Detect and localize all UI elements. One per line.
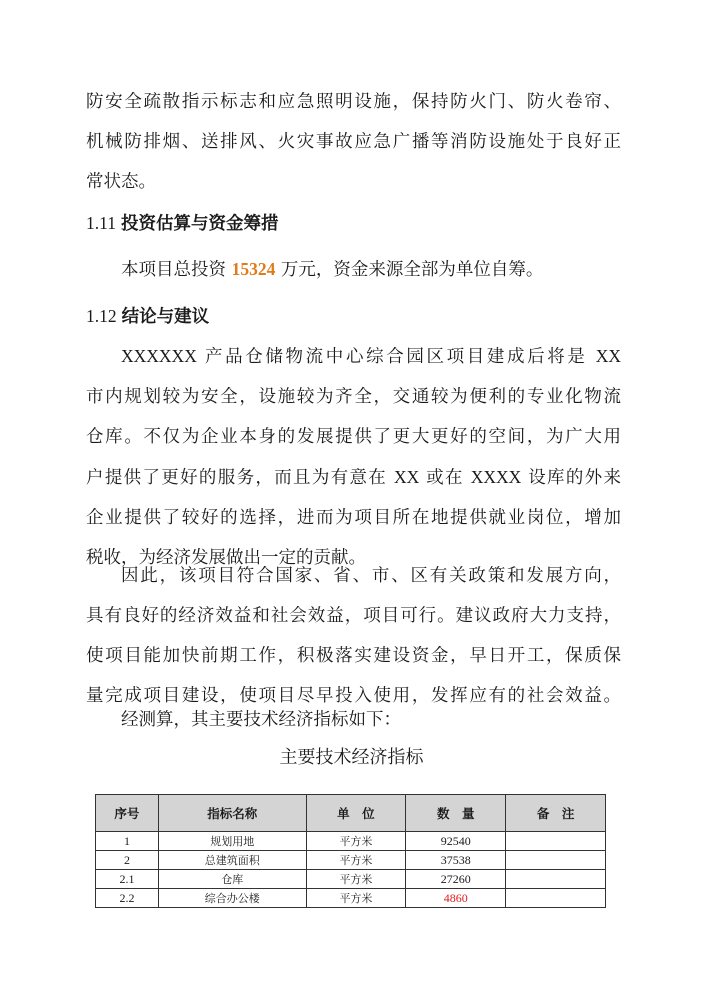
cell-name: 规划用地 — [158, 832, 306, 851]
cell-qty: 37538 — [406, 851, 506, 870]
cell-seq: 2 — [96, 851, 159, 870]
table-row — [96, 889, 606, 908]
section-number: 1.11 — [86, 213, 116, 233]
header-seq: 序号 — [96, 795, 159, 832]
investment-text-before: 本项目总投资 — [121, 260, 226, 280]
conclusion-paragraph-3 — [86, 700, 621, 740]
table-row — [96, 851, 606, 870]
placeholder-text: XXXX — [470, 467, 522, 487]
intro-line-2: 机械防排烟、送排风、火灾事故应急广播等消防设施处于良好正 — [86, 132, 621, 152]
placeholder-text: XXXXXX — [121, 346, 197, 366]
header-qty: 数 量 — [406, 795, 506, 832]
cell-qty: 92540 — [406, 832, 506, 851]
indicators-table — [95, 794, 606, 908]
investment-paragraph — [86, 249, 621, 290]
cell-note — [506, 832, 606, 851]
table-row — [96, 832, 606, 851]
header-note: 备 注 — [506, 795, 606, 832]
cell-note — [506, 889, 606, 908]
placeholder-text: XX — [595, 346, 621, 366]
cell-qty: 4860 — [406, 889, 506, 908]
conclusion-paragraph-2 — [86, 556, 621, 716]
table-row — [96, 870, 606, 889]
cell-note — [506, 870, 606, 889]
intro-line-1: 防安全疏散指示标志和应急照明设施，保持防火门、防火卷帘、 — [86, 92, 621, 112]
intro-paragraph — [86, 82, 621, 202]
placeholder-text: XX — [394, 467, 420, 487]
text-segment: 或在 — [426, 468, 464, 488]
conclusion-line-4 — [86, 457, 621, 498]
cell-name: 综合办公楼 — [158, 889, 306, 908]
conclusion-p2-line-1: 因此，该项目符合国家、省、市、区有关政策和发展方向， — [121, 566, 621, 586]
conclusion-line-3: 仓库。不仅为企业本身的发展提供了更大更好的空间，为广大用 — [86, 427, 621, 447]
conclusion-paragraph-1 — [86, 336, 621, 578]
cell-seq: 2.2 — [96, 889, 159, 908]
section-number: 1.12 — [86, 306, 117, 326]
cell-unit: 平方米 — [306, 851, 406, 870]
investment-line — [86, 249, 621, 290]
text-segment: 设库的外来 — [528, 468, 621, 488]
cell-unit: 平方米 — [306, 832, 406, 851]
section-1-12-heading — [86, 304, 209, 329]
conclusion-line-5: 企业提供了较好的选择，进而为项目所在地提供就业岗位，增加 — [86, 508, 621, 528]
conclusion-p3-line: 经测算，其主要技术经济指标如下： — [121, 710, 401, 730]
header-unit: 单 位 — [306, 795, 406, 832]
conclusion-line-2: 市内规划较为安全，设施较为齐全，交通较为便利的专业化物流 — [86, 387, 621, 407]
text-segment: 产品仓储物流中心综合园区项目建成后将是 — [205, 347, 588, 367]
cell-unit: 平方米 — [306, 889, 406, 908]
table-header-row — [96, 795, 606, 832]
text-segment: 户提供了更好的服务，而且为有意在 — [86, 468, 388, 488]
table-title: 主要技术经济指标 — [279, 747, 424, 768]
cell-note — [506, 851, 606, 870]
cell-seq: 2.1 — [96, 870, 159, 889]
conclusion-p2-line-4: 量完成项目建设，使项目尽早投入使用，发挥应有的社会效益。 — [86, 686, 621, 706]
cell-name: 总建筑面积 — [158, 851, 306, 870]
conclusion-line-6: 税收，为经济发展做出一定的贡献。 — [86, 548, 366, 568]
cell-name: 仓库 — [158, 870, 306, 889]
section-title: 结论与建议 — [121, 307, 210, 327]
intro-line-3: 常状态。 — [86, 172, 156, 192]
cell-unit: 平方米 — [306, 870, 406, 889]
header-name: 指标名称 — [158, 795, 306, 832]
cell-qty: 27260 — [406, 870, 506, 889]
conclusion-line-1 — [86, 336, 621, 377]
conclusion-p2-line-2: 具有良好的经济效益和社会效益，项目可行。建议政府大力支持， — [86, 606, 621, 626]
cell-seq: 1 — [96, 832, 159, 851]
section-1-11-heading — [86, 211, 278, 236]
investment-text-after: 万元，资金来源全部为单位自筹。 — [280, 260, 544, 280]
conclusion-p2-line-3: 使项目能加快前期工作，积极落实建设资金，早日开工，保质保 — [86, 646, 621, 666]
investment-amount: 15324 — [231, 259, 276, 279]
section-title: 投资估算与资金筹措 — [120, 214, 279, 234]
